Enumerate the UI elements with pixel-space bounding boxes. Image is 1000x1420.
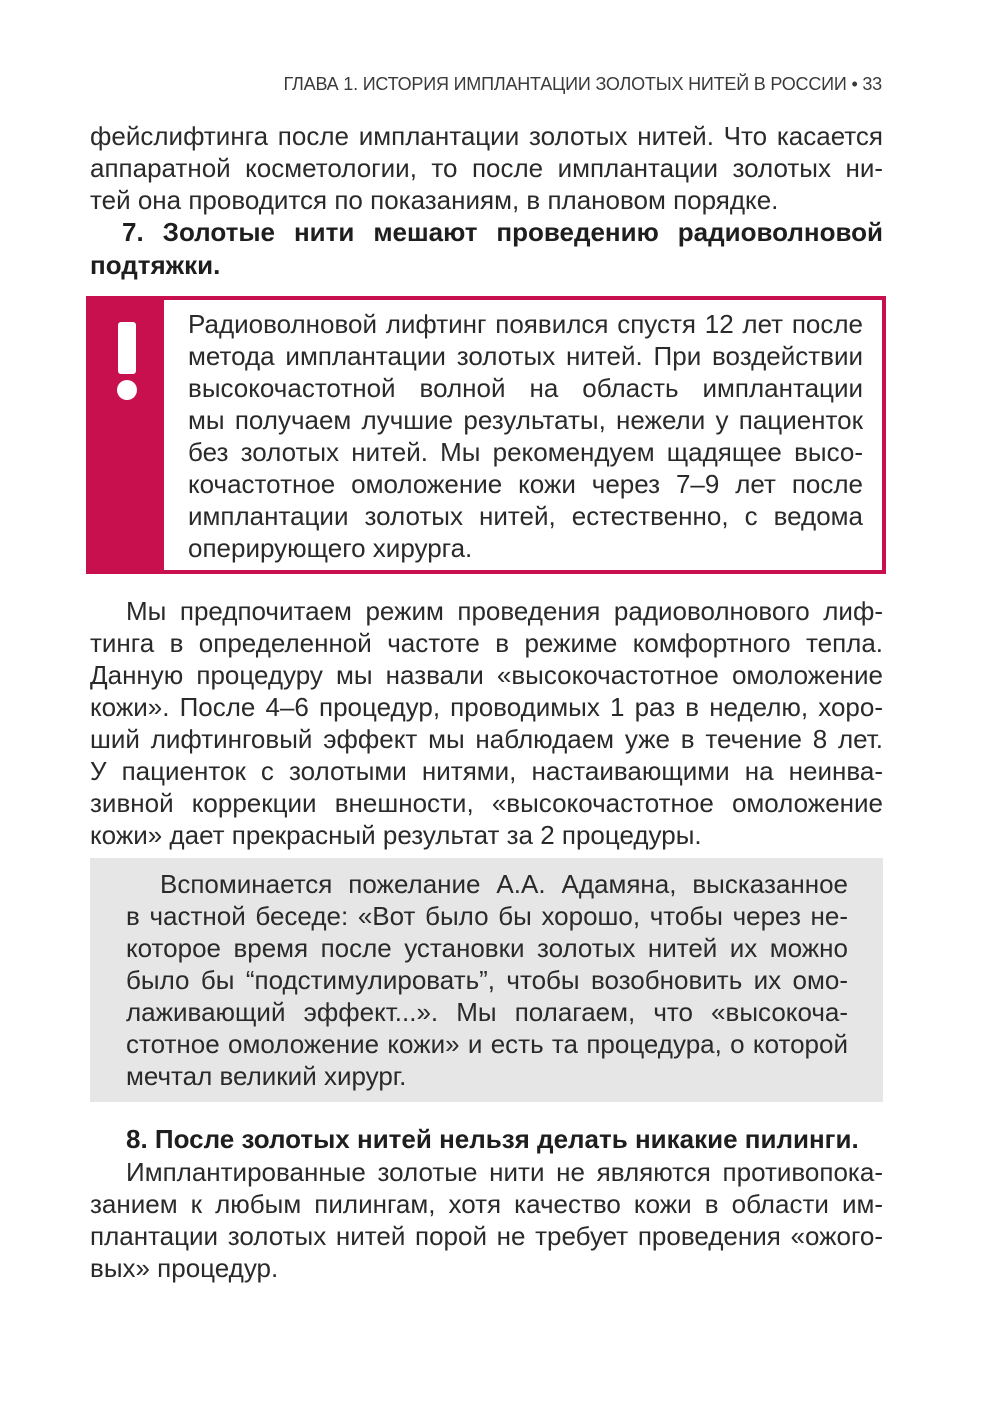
warning-line: высокочастотной волной на область имплантации (188, 373, 863, 403)
running-header (90, 74, 882, 95)
quote-line: которое время после установки золотых нитей их можно (126, 933, 848, 963)
quote-line: было бы “подстимулировать”, чтобы возобновить их омо- (126, 965, 848, 995)
header-separator: • (851, 74, 858, 94)
final-line: вых» процедур. (90, 1253, 279, 1283)
quote-line: лаживающий эффект...». Мы полагаем, что «высокоча- (126, 997, 848, 1027)
paragraph-line: кожи» дает прекрасный результат за 2 процедуры. (90, 820, 702, 850)
intro-line: фейслифтинга после имплантации золотых нитей. Что касается (90, 121, 883, 151)
intro-line: аппаратной косметологии, то после имплантации золотых ни- (90, 153, 883, 183)
warning-line: Радиоволновой лифтинг появился спустя 12 лет после (188, 309, 863, 339)
paragraph-line: кожи». После 4–6 процедур, проводимых 1 раз в неделю, хоро- (90, 692, 883, 722)
warning-line: метода имплантации золотых нитей. При воздействии (188, 341, 863, 371)
warning-line: без золотых нитей. Мы рекомендуем щадящее высо- (188, 437, 863, 467)
warning-line: кочастотное омоложение кожи через 7–9 лет после (188, 469, 863, 499)
paragraph-line: Данную процедуру мы назвали «высокочастотное омоложение (90, 660, 883, 690)
quote-line: мечтал великий хирург. (126, 1061, 407, 1091)
final-line: плантации золотых нитей порой не требует проведения «ожого- (90, 1221, 883, 1251)
paragraph-line: тинга в определенной частоте в режиме комфортного тепла. (90, 628, 883, 658)
running-title: ГЛАВА 1. ИСТОРИЯ ИМПЛАНТАЦИИ ЗОЛОТЫХ НИТЕЙ В РОССИИ (283, 74, 847, 94)
warning-bar (90, 300, 164, 570)
heading-7-line: подтяжки. (90, 250, 221, 280)
warning-line: имплантации золотых нитей, естественно, с ведома (188, 501, 863, 531)
paragraph-line: Мы предпочитаем режим проведения радиоволнового лиф- (126, 596, 883, 626)
paragraph-line: ший лифтинговый эффект мы наблюдаем уже в течение 8 лет. (90, 724, 883, 754)
paragraph-line: зивной коррекции внешности, «высокочастотное омоложение (90, 788, 883, 818)
heading-7-line: 7. Золотые нити мешают проведению радиоволновой (122, 217, 883, 247)
paragraph-line: У пациенток с золотыми нитями, настаивающими на неинва- (90, 756, 883, 786)
quote-line: Вспоминается пожелание А.А. Адамяна, высказанное (160, 869, 848, 899)
quote-line: стотное омоложение кожи» и есть та процедура, о которой (126, 1029, 848, 1059)
warning-line: мы получаем лучшие результаты, нежели у пациенток (188, 405, 863, 435)
warning-line: оперирующего хирурга. (188, 533, 473, 563)
final-line: Имплантированные золотые нити не являются противопока- (126, 1157, 883, 1187)
heading-8: 8. После золотых нитей нельзя делать никакие пилинги. (126, 1124, 859, 1154)
final-line: занием к любым пилингам, хотя качество кожи в области им- (90, 1189, 883, 1219)
quote-line: в частной беседе: «Вот было бы хорошо, чтобы через не- (126, 901, 848, 931)
intro-line: тей она проводится по показаниям, в плановом порядке. (90, 185, 779, 215)
page-number: 33 (862, 74, 882, 94)
